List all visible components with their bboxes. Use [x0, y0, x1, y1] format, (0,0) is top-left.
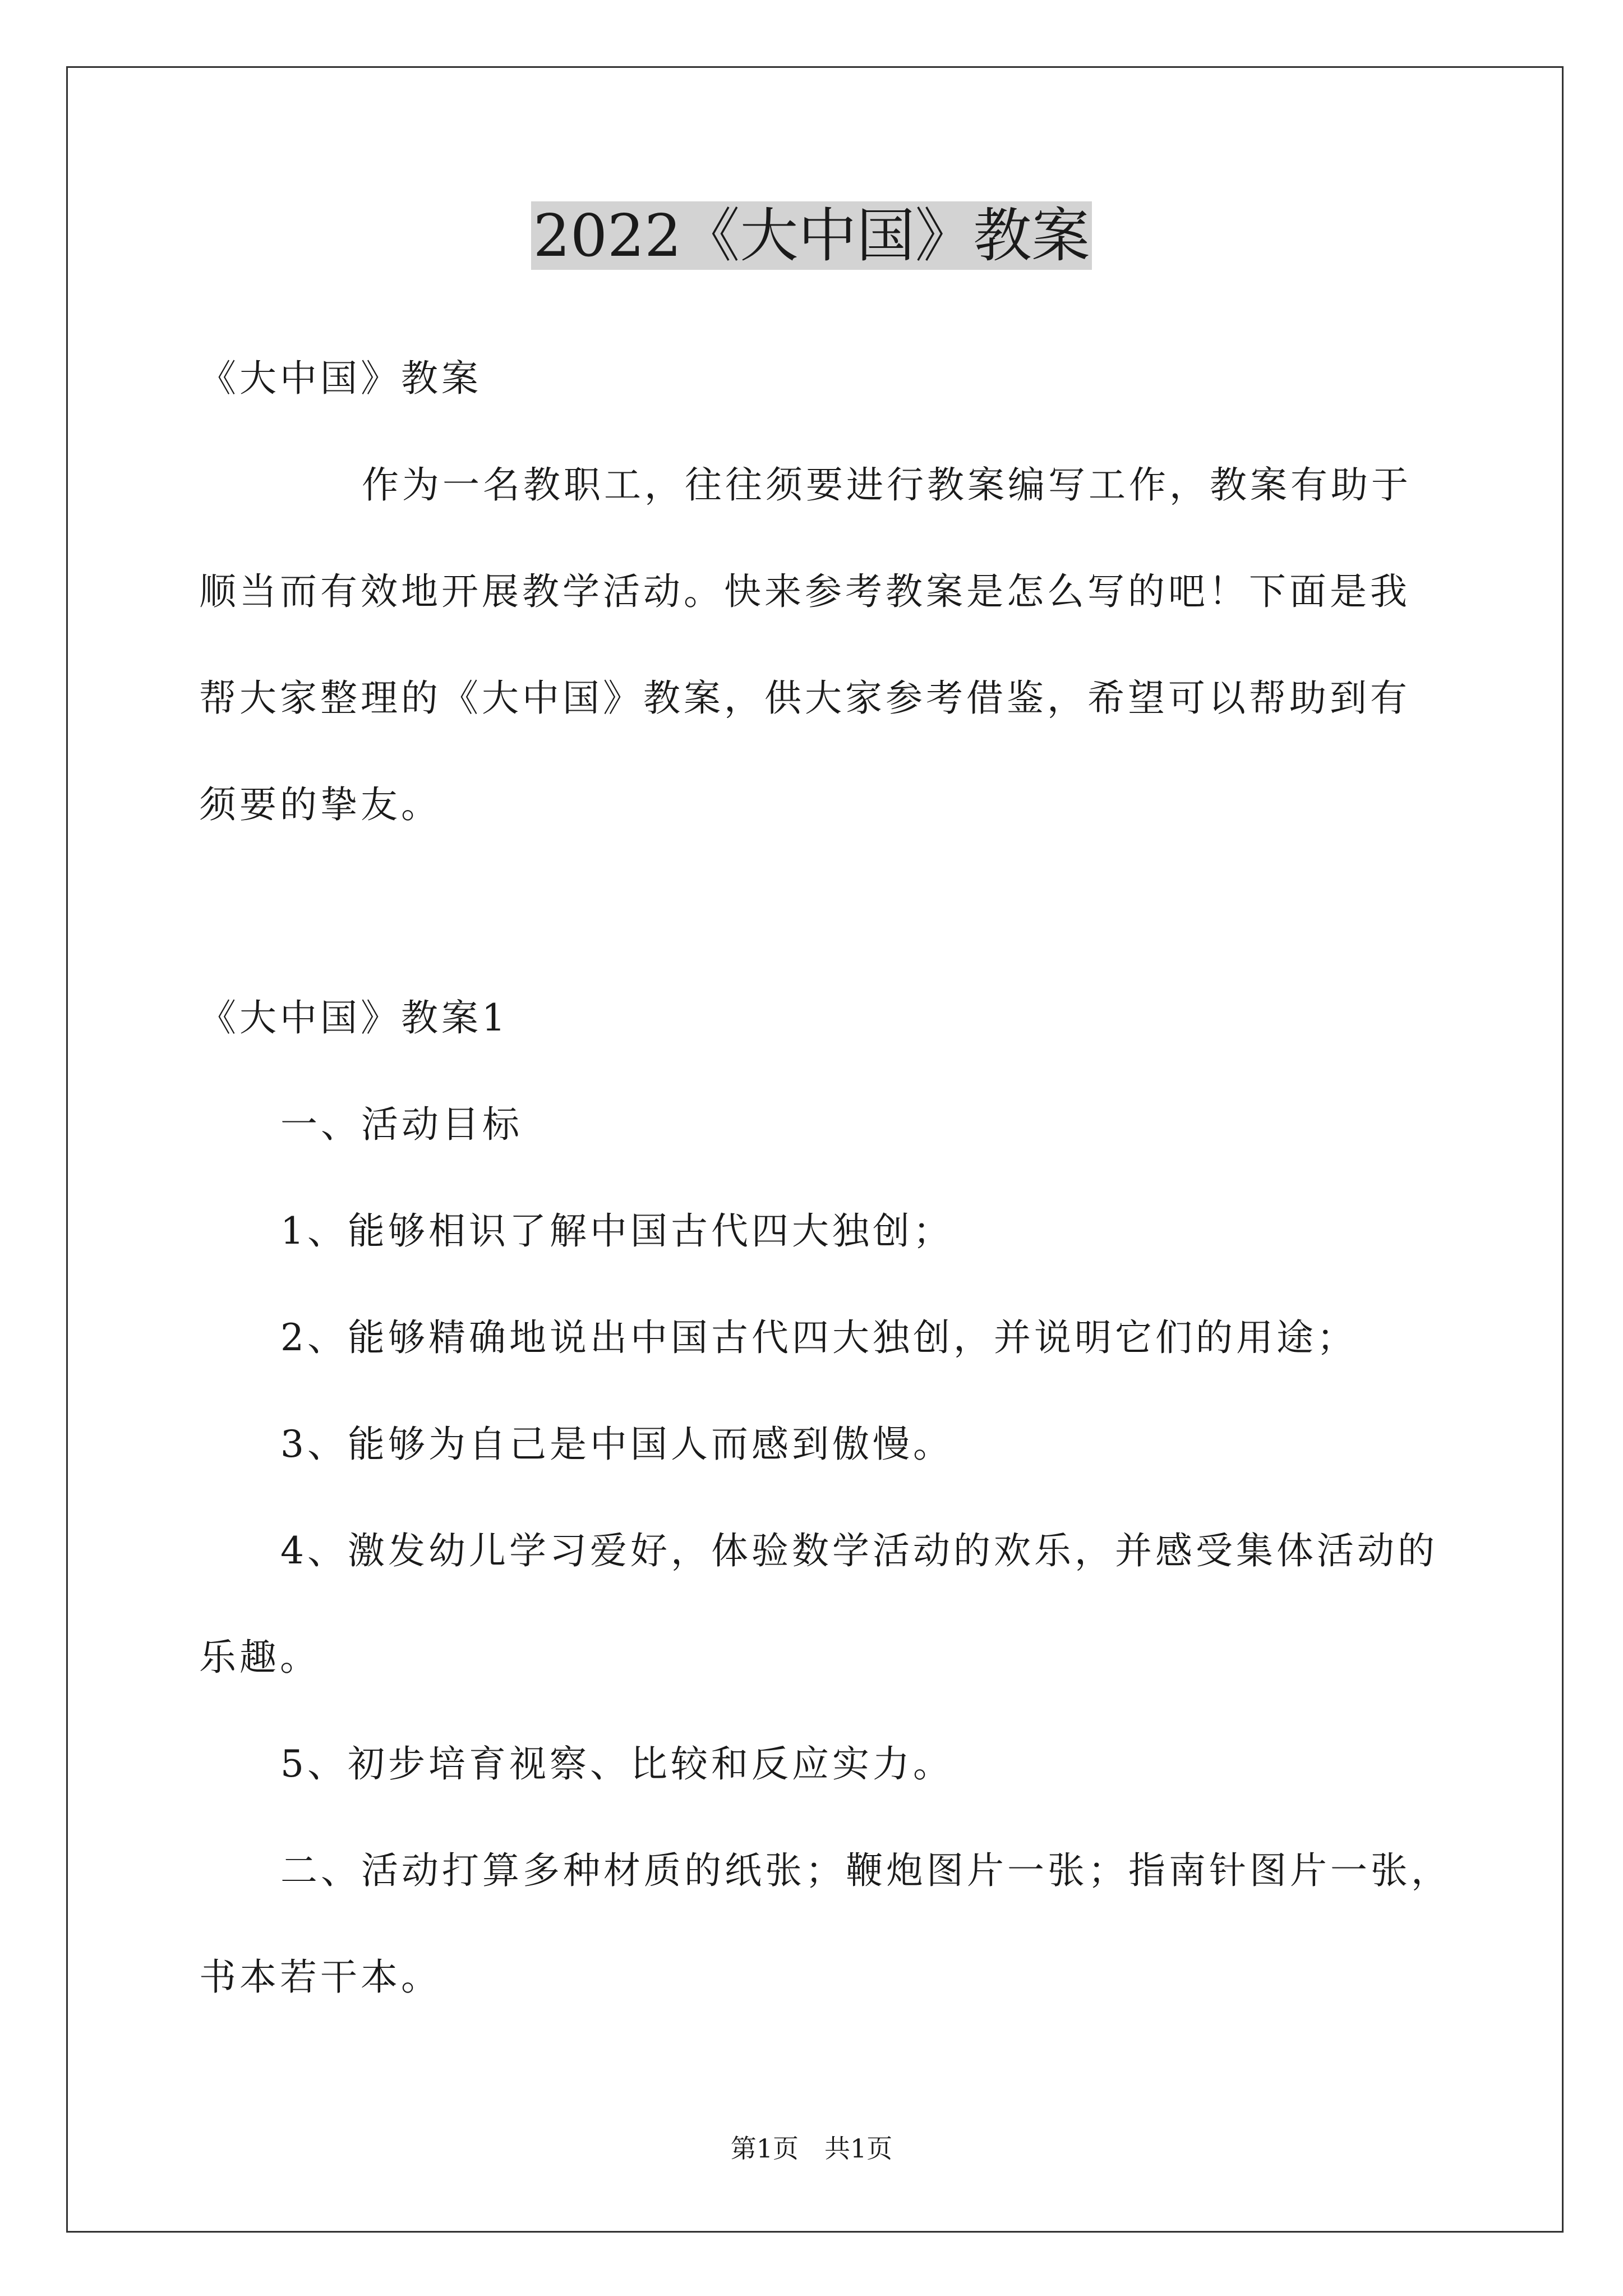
- paragraph-line: 书本若干本。: [199, 1955, 441, 1999]
- list-item: 3、能够为自己是中国人而感到傲慢。: [280, 1423, 953, 1466]
- paragraph-line: 顺当而有效地开展教学活动。快来参考教案是怎么写的吧！下面是我: [199, 570, 1410, 613]
- subsection-heading: 一、活动目标: [280, 1103, 523, 1146]
- page-footer: 第1页 共1页: [730, 2133, 893, 2164]
- paragraph-line: 须要的挚友。: [199, 783, 441, 826]
- list-item: 4、激发幼儿学习爱好，体验数学活动的欢乐，并感受集体活动的: [280, 1529, 1438, 1572]
- subtitle-line: 《大中国》教案: [199, 357, 482, 400]
- list-item: 2、能够精确地说出中国古代四大独创，并说明它们的用途；: [280, 1316, 1357, 1359]
- list-item: 1、能够相识了解中国古代四大独创；: [280, 1209, 953, 1253]
- document-title: [0, 196, 1623, 275]
- paragraph-line: 帮大家整理的《大中国》教案，供大家参考借鉴，希望可以帮助到有: [199, 677, 1410, 720]
- section-heading: 《大中国》教案1: [199, 996, 509, 1039]
- paragraph-line: 作为一名教职工，往往须要进行教案编写工作，教案有助于: [362, 463, 1412, 507]
- list-item: 5、初步培育视察、比较和反应实力。: [280, 1742, 953, 1786]
- subsection-heading: 二、活动打算多种材质的纸张；鞭炮图片一张；指南针图片一张，: [280, 1849, 1451, 1892]
- title-text: 2022《大中国》教案: [531, 201, 1092, 270]
- list-item-continuation: 乐趣。: [199, 1636, 320, 1679]
